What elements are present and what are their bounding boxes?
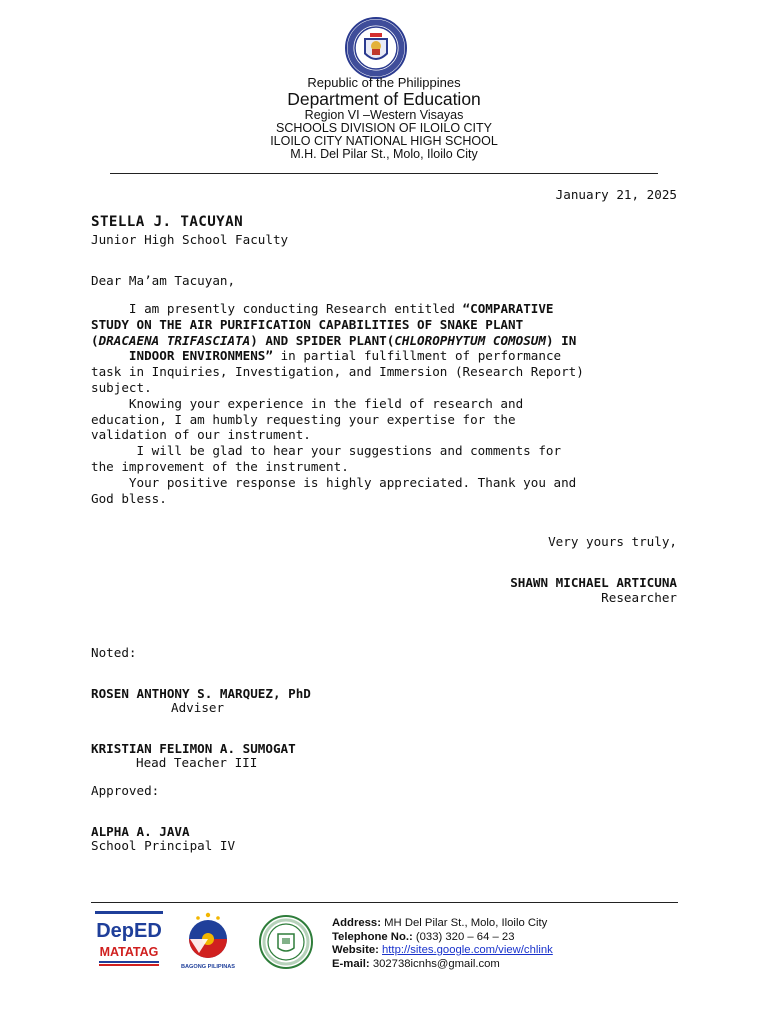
school-seal-logo: [248, 914, 324, 970]
deped-seal-logo: [336, 16, 416, 80]
website-link[interactable]: http://sites.google.com/view/chlink: [382, 944, 553, 956]
website-label: Website:: [332, 944, 379, 956]
header-republic: Republic of the Philippines: [307, 75, 461, 90]
paragraph-1-end: in partial fulfillment of performance task in Inquiries, Investigation, and Immersion (Research Report) subject.: [91, 348, 584, 395]
footer-address: [332, 917, 547, 931]
paragraph-2: Knowing your experience in the field of research and education, I am humbly requesting your expertise for the validation of our instrument.: [91, 395, 524, 443]
head-teacher-role: Head Teacher III: [136, 755, 258, 770]
header-division: SCHOOLS DIVISION OF ILOILO CITY: [275, 121, 492, 135]
email-value: 302738icnhs@gmail.com: [372, 958, 500, 970]
header-divider: [110, 173, 658, 174]
bagong-pilipinas-logo: [176, 909, 240, 971]
adviser-name: ROSEN ANTHONY S. MARQUEZ, PhD: [91, 686, 311, 701]
header-region: Region VI –Western Visayas: [304, 108, 464, 122]
email-label: E-mail:: [332, 958, 370, 970]
footer-phone: [332, 931, 515, 945]
phone-value: (033) 320 – 64 – 23: [415, 931, 515, 943]
svg-text:DepED: DepED: [96, 920, 162, 942]
svg-text:BAGONG PILIPINAS: BAGONG PILIPINAS: [180, 964, 236, 970]
letter-body: [91, 301, 681, 506]
principal-name: ALPHA A. JAVA: [91, 824, 190, 839]
footer-website: [332, 944, 553, 958]
adviser-role: Adviser: [171, 700, 225, 715]
header-department: Department of Education: [287, 89, 481, 109]
principal-role: School Principal IV: [91, 838, 236, 853]
phone-label: Telephone No.:: [332, 931, 413, 943]
footer-email: [332, 958, 500, 972]
sender-name: SHAWN MICHAEL ARTICUNA: [510, 575, 677, 590]
research-title-part-3: ) IN INDOOR ENVIRONMENS”: [128, 332, 577, 364]
research-title-part-1: “COMPARATIVE STUDY ON THE AIR PURIFICATION CAPABILITIES OF SNAKE PLANT (: [91, 301, 554, 348]
paragraph-3: I will be glad to hear your suggestions and comments for the improvement of the instrument.: [91, 443, 562, 474]
species-spider-plant: CHLOROPHYTUM COMOSUM: [394, 332, 546, 348]
footer-divider: [91, 902, 678, 903]
head-teacher-name: KRISTIAN FELIMON A. SUMOGAT: [91, 741, 296, 756]
noted-label: Noted:: [91, 645, 137, 660]
svg-text:MATATAG: MATATAG: [99, 945, 159, 959]
address-label: Address:: [332, 917, 381, 929]
header-school: ILOILO CITY NATIONAL HIGH SCHOOL: [270, 134, 498, 148]
approved-label: Approved:: [91, 783, 160, 798]
header-address: M.H. Del Pilar St., Molo, Iloilo City: [290, 147, 478, 161]
research-title-part-2: ) AND SPIDER PLANT(: [250, 332, 395, 348]
address-value: MH Del Pilar St., Molo, Iloilo City: [384, 917, 548, 929]
sender-role: Researcher: [601, 590, 677, 605]
paragraph-1-intro: I am presently conducting Research entitled: [91, 301, 463, 316]
salutation: Dear Ma’am Tacuyan,: [91, 273, 236, 288]
species-snake-plant: DRACAENA TRIFASCIATA: [98, 332, 251, 348]
recipient-title: Junior High School Faculty: [91, 232, 289, 247]
paragraph-4: Your positive response is highly appreciated. Thank you and God bless.: [91, 474, 577, 506]
closing: Very yours truly,: [548, 534, 677, 549]
letter-date: January 21, 2025: [555, 187, 677, 202]
recipient-name: STELLA J. TACUYAN: [91, 214, 244, 230]
deped-matatag-logo: [93, 909, 167, 971]
